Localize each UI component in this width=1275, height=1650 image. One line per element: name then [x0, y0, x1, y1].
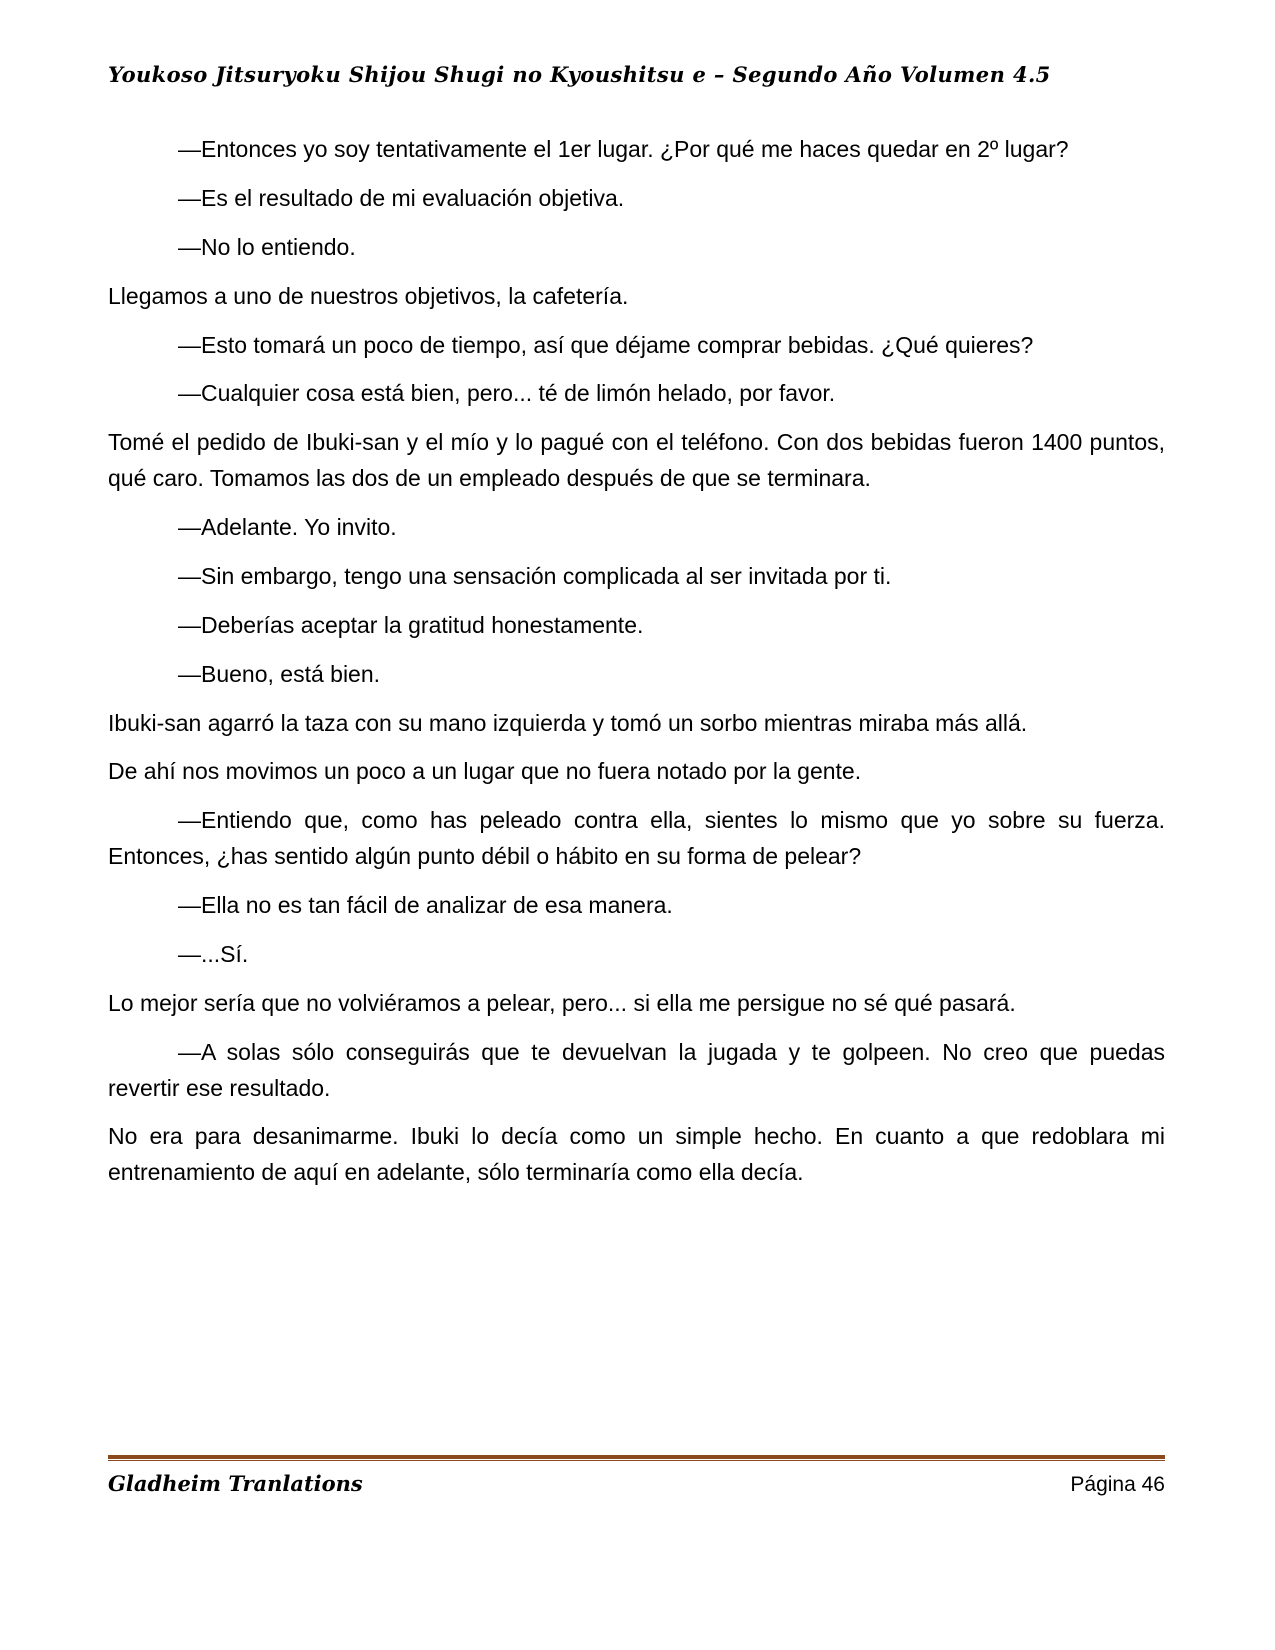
footer-page-number: Página 46 — [1070, 1473, 1165, 1496]
paragraph: —Ella no es tan fácil de analizar de esa manera. — [178, 892, 673, 918]
paragraph: —Entiendo que, como has peleado contra ella, sientes lo mismo que yo sobre su fuerza. Entonces, ¿has sentido algún punto débil o hábito en su forma de pelear? — [108, 807, 1165, 870]
paragraph: —Adelante. Yo invito. — [178, 514, 397, 540]
footer-divider — [108, 1455, 1165, 1461]
paragraph: —Cualquier cosa está bien, pero... té de limón helado, por favor. — [178, 380, 836, 407]
paragraph: Tomé el pedido de Ibuki-san y el mío y lo pagué con el teléfono. Con dos bebidas fueron 1400 puntos, qué caro. Tomamos las dos de un empleado después de que se terminara. — [108, 429, 1165, 492]
paragraph: Llegamos a uno de nuestros objetivos, la cafetería. — [108, 282, 629, 309]
footer-translator-credit: Gladheim Tranlations — [108, 1471, 363, 1496]
paragraph: —Deberías aceptar la gratitud honestamente. — [178, 611, 644, 638]
paragraph: —Sin embargo, tengo una sensación complicada al ser invitada por ti. — [178, 562, 892, 589]
paragraph: Ibuki-san agarró la taza con su mano izquierda y tomó un sorbo mientras miraba más allá. — [108, 709, 1028, 736]
body-text — [108, 132, 1165, 1204]
paragraph: —Entonces yo soy tentativamente el 1er lugar. ¿Por qué me haces quedar en 2º lugar? — [178, 136, 1069, 162]
paragraph: De ahí nos movimos un poco a un lugar que no fuera notado por la gente. — [108, 758, 862, 785]
footer-row — [108, 1471, 1165, 1497]
paragraph: —Esto tomará un poco de tiempo, así que déjame comprar bebidas. ¿Qué quieres? — [178, 331, 1034, 358]
paragraph: —Bueno, está bien. — [178, 660, 381, 687]
paragraph: Lo mejor sería que no volviéramos a pelear, pero... si ella me persigue no sé qué pasará. — [108, 989, 1016, 1016]
page-header-title: Youkoso Jitsuryoku Shijou Shugi no Kyoushitsu e – Segundo Año Volumen 4.5 — [108, 62, 1051, 87]
paragraph: No era para desanimarme. Ibuki lo decía como un simple hecho. En cuanto a que redoblara mi entrenamiento de aquí en adelante, sólo terminaría como ella decía. — [108, 1123, 1165, 1186]
paragraph: —...Sí. — [178, 940, 249, 967]
paragraph: —No lo entiendo. — [178, 233, 356, 260]
paragraph: —Es el resultado de mi evaluación objetiva. — [178, 184, 625, 211]
page-footer — [108, 1455, 1165, 1497]
paragraph: —A solas sólo conseguirás que te devuelvan la jugada y te golpeen. No creo que puedas revertir ese resultado. — [108, 1038, 1165, 1101]
